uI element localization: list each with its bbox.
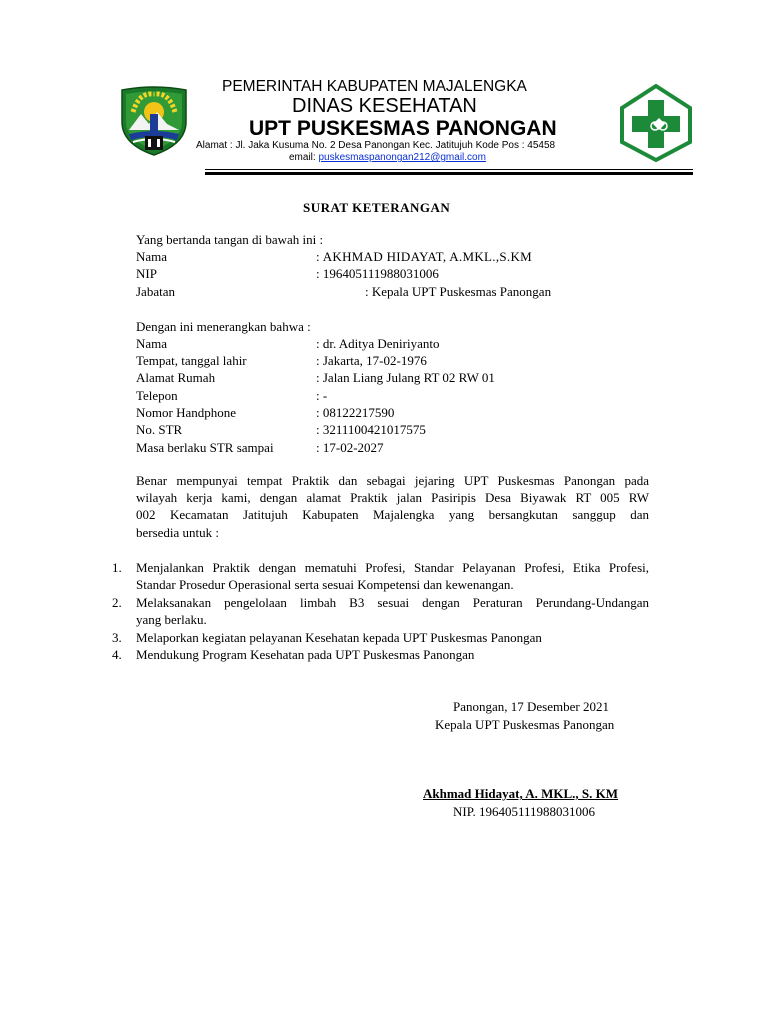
subject-phone-value: : - <box>316 388 328 403</box>
email-label: email: <box>289 152 316 163</box>
subject-name-value: : dr. Aditya Deniriyanto <box>316 336 440 351</box>
email-link[interactable]: puskesmaspanongan212@gmail.com <box>318 152 486 163</box>
duty-text: Melaporkan kegiatan pelayanan Kesehatan kepada UPT Puskesmas Panongan <box>136 630 542 645</box>
header-government: PEMERINTAH KABUPATEN MAJALENGKA <box>222 78 527 95</box>
duty-text: yang berlaku. <box>136 612 207 628</box>
duty-text: Melaksanakan pengelolaan limbah B3 sesuai dengan Peraturan Perundang-Undangan <box>136 595 649 610</box>
subject-address-value: : Jalan Liang Julang RT 02 RW 01 <box>316 370 495 385</box>
header-address: Alamat : Jl. Jaka Kusuma No. 2 Desa Panongan Kec. Jatitujuh Kode Pos : 45458 <box>196 140 556 151</box>
header-department: DINAS KESEHATAN <box>292 95 477 117</box>
closing-position: Kepala UPT Puskesmas Panongan <box>435 717 615 732</box>
signer-nip-value: : 196405111988031006 <box>316 266 439 281</box>
duty-text: Mendukung Program Kesehatan pada UPT Puskesmas Panongan <box>136 647 475 662</box>
subject-address-label: Alamat Rumah <box>136 370 216 385</box>
duty-number: 3. <box>112 630 122 645</box>
signatory-nip: NIP. 196405111988031006 <box>453 804 596 819</box>
subject-intro: Dengan ini menerangkan bahwa : <box>136 319 311 334</box>
header-email-line <box>289 152 486 163</box>
subject-birth-value: : Jakarta, 17-02-1976 <box>316 353 427 368</box>
subject-str-expiry-value: : 17-02-2027 <box>316 440 384 455</box>
subject-birth-label: Tempat, tanggal lahir <box>136 353 247 368</box>
statement-line: wilayah kerja kami, dengan alamat Praktik jalan Pasiripis Desa Biyawak RT 005 RW <box>136 490 649 506</box>
statement-line: bersedia untuk : <box>136 524 220 540</box>
signer-name-label: Nama <box>136 249 168 264</box>
statement-line: 002 Kecamatan Jatitujuh Kabupaten Majalengka yang bersangkutan sanggup dan <box>136 507 649 523</box>
duty-text: Standar Prosedur Operasional serta sesuai Kompetensi dan kewenangan. <box>136 577 514 593</box>
duty-number: 2. <box>112 595 122 610</box>
subject-mobile-value: : 08122217590 <box>316 405 395 420</box>
signatory-name: Akhmad Hidayat, A. MKL., S. KM <box>423 786 619 801</box>
subject-str-label: No. STR <box>136 422 183 437</box>
subject-str-value: : 3211100421017575 <box>316 422 426 437</box>
signer-name-value: : AKHMAD HIDAYAT, A.MKL.,S.KM <box>316 249 533 264</box>
signer-intro: Yang bertanda tangan di bawah ini : <box>136 232 324 247</box>
letter-title: SURAT KETERANGAN <box>303 200 451 215</box>
header-institution: UPT PUSKESMAS PANONGAN <box>249 117 557 140</box>
duty-number: 1. <box>112 560 122 575</box>
signer-nip-label: NIP <box>136 266 157 281</box>
header-divider-thin <box>205 169 693 170</box>
duty-number: 4. <box>112 647 122 662</box>
subject-str-expiry-label: Masa berlaku STR sampai <box>136 440 274 455</box>
signer-position-label: Jabatan <box>136 284 175 299</box>
puskesmas-cross-logo <box>620 84 692 162</box>
subject-phone-label: Telepon <box>136 388 178 403</box>
header-divider-thick <box>205 172 693 175</box>
statement-paragraph <box>136 472 649 541</box>
majalengka-emblem-logo <box>119 84 189 156</box>
subject-name-label: Nama <box>136 336 168 351</box>
duty-text: Menjalankan Praktik dengan mematuhi Profesi, Standar Pelayanan Profesi, Etika Profesi, <box>136 560 649 575</box>
subject-mobile-label: Nomor Handphone <box>136 405 237 420</box>
closing-place-date: Panongan, 17 Desember 2021 <box>453 699 609 714</box>
signer-position-value: : Kepala UPT Puskesmas Panongan <box>365 284 552 299</box>
statement-line: Benar mempunyai tempat Praktik dan sebagai jejaring UPT Puskesmas Panongan pada <box>136 473 649 488</box>
